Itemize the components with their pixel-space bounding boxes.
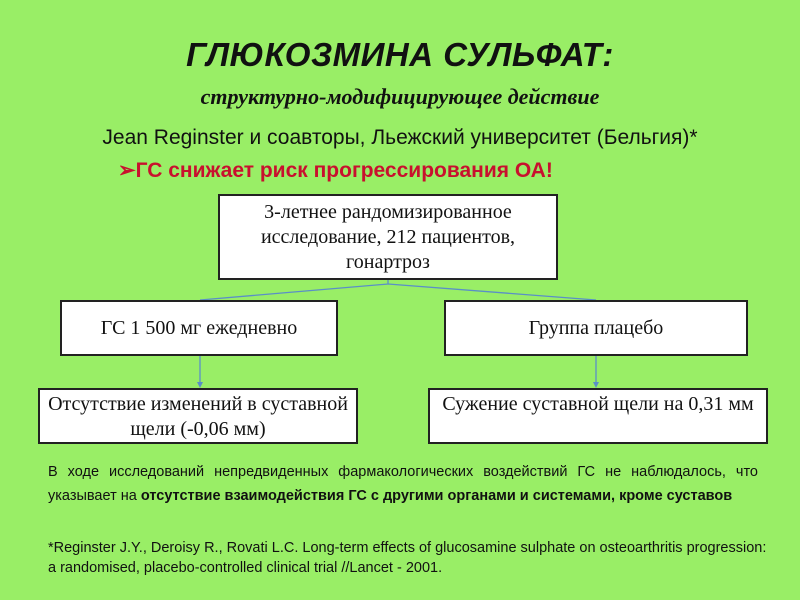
placebo-result-box: Сужение суставной щели на 0,31 мм	[428, 388, 768, 444]
placebo-group-box: Группа плацебо	[444, 300, 748, 356]
connector-top-left	[200, 280, 388, 300]
reference-citation: *Reginster J.Y., Deroisy R., Rovati L.C. Long-term effects of glucosamine sulphate on osteoarthritis progression: a randomised, placebo-controlled clinical trial //Lancet - 2001.	[48, 540, 767, 576]
conclusion-text: В ходе исследований непредвиденных фармакологических воздействий ГС не наблюдалось, что указывает на	[48, 464, 758, 504]
arrow-bullet-icon: ➢	[118, 159, 136, 182]
key-claim-text: ГС снижает риск прогрессирования ОА!	[135, 159, 553, 182]
slide-subtitle: структурно-модифицирующее действие	[200, 84, 600, 109]
conclusion-emphasis: отсутствие взаимодействия ГС с другими органами и системами, кроме суставов	[140, 488, 733, 504]
slide-title: ГЛЮКОЗМИНА СУЛЬФАТ:	[186, 36, 614, 73]
study-design-box: 3-летнее рандомизированное исследование, 212 пациентов, гонартроз	[218, 194, 558, 280]
connector-top-right	[388, 284, 596, 300]
treatment-group-box: ГС 1 500 мг ежедневно	[60, 300, 338, 356]
conclusion-paragraph	[48, 460, 758, 508]
authors-line: Jean Reginster и соавторы, Льежский университет (Бельгия)*	[102, 126, 698, 149]
treatment-result-box: Отсутствие изменений в суставной щели (-0,06 мм)	[38, 388, 358, 444]
